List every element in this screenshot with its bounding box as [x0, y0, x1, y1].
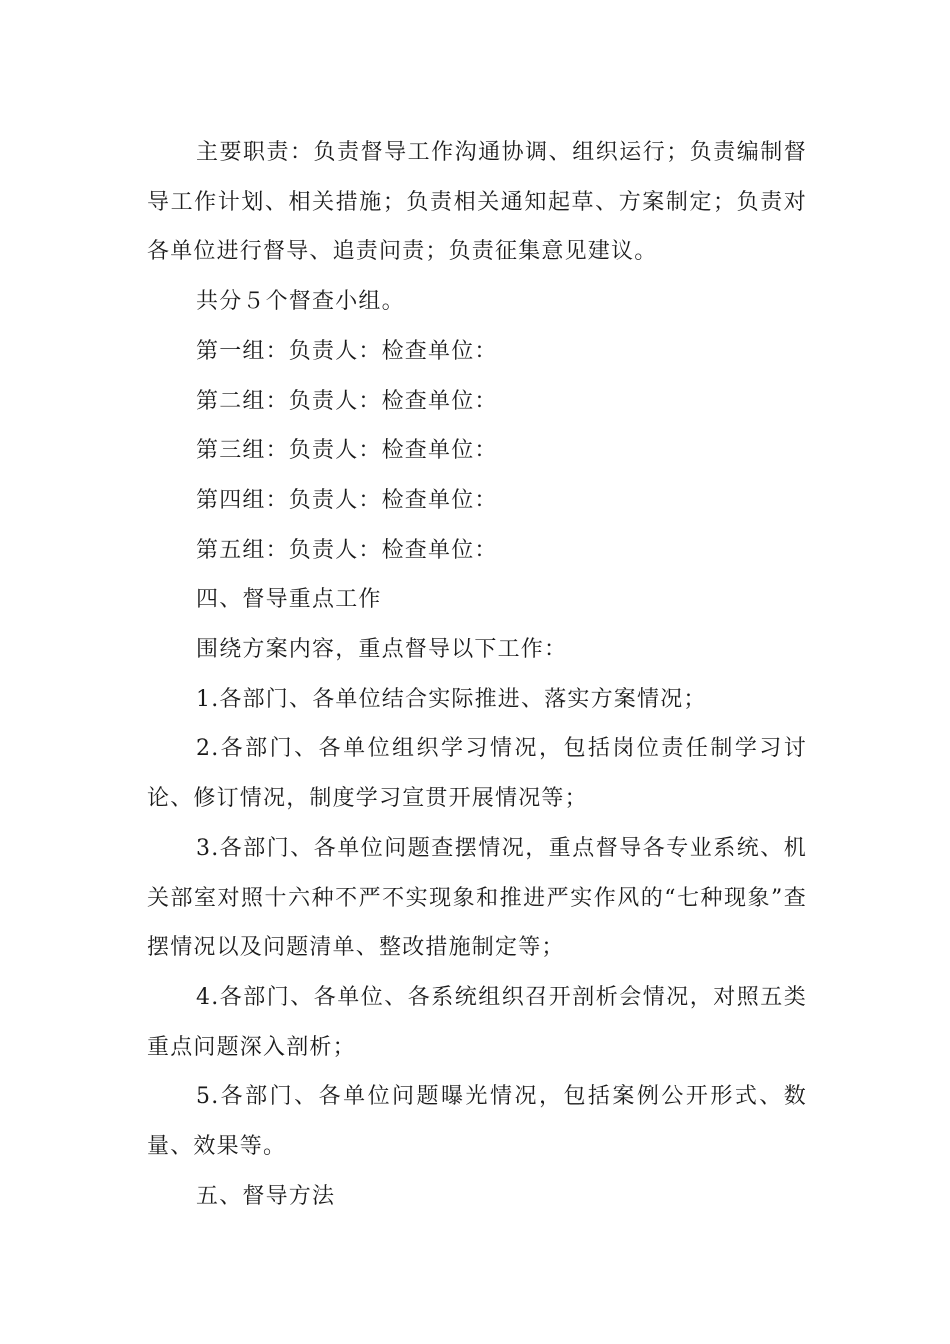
paragraph-group-count: 共分５个督查小组。: [196, 289, 405, 315]
section-heading-key-work: 四、督导重点工作: [196, 587, 382, 613]
list-item-2: 2.各部门、各单位组织学习情况，包括岗位责任制学习讨论、修订情况，制度学习宣贯开展情况等；: [147, 736, 807, 812]
paragraph-key-work-intro: 围绕方案内容，重点督导以下工作：: [196, 637, 568, 663]
section-heading-methods: 五、督导方法: [196, 1183, 336, 1209]
paragraph-group-4: 第四组：负责人：检查单位：: [196, 487, 498, 513]
list-item-1: 1.各部门、各单位结合实际推进、落实方案情况；: [196, 686, 707, 712]
paragraph-group-5: 第五组：负责人：检查单位：: [196, 537, 498, 563]
document-body: [147, 128, 807, 1221]
list-item-3: 3.各部门、各单位问题查摆情况，重点督导各专业系统、机关部室对照十六种不严不实现象和推进严实作风的“七种现象”查摆情况以及问题清单、整改措施制定等；: [147, 835, 807, 961]
paragraph-group-2: 第二组：负责人：检查单位：: [196, 388, 498, 414]
paragraph-group-1: 第一组：负责人：检查单位：: [196, 338, 498, 364]
paragraph-responsibilities: 主要职责：负责督导工作沟通协调、组织运行；负责编制督导工作计划、相关措施；负责相关通知起草、方案制定；负责对各单位进行督导、追责问责；负责征集意见建议。: [147, 140, 807, 265]
paragraph-group-3: 第三组：负责人：检查单位：: [196, 438, 498, 464]
list-item-5: 5.各部门、各单位问题曝光情况，包括案例公开形式、数量、效果等。: [147, 1084, 807, 1160]
list-item-4: 4.各部门、各单位、各系统组织召开剖析会情况，对照五类重点问题深入剖析；: [147, 984, 807, 1060]
